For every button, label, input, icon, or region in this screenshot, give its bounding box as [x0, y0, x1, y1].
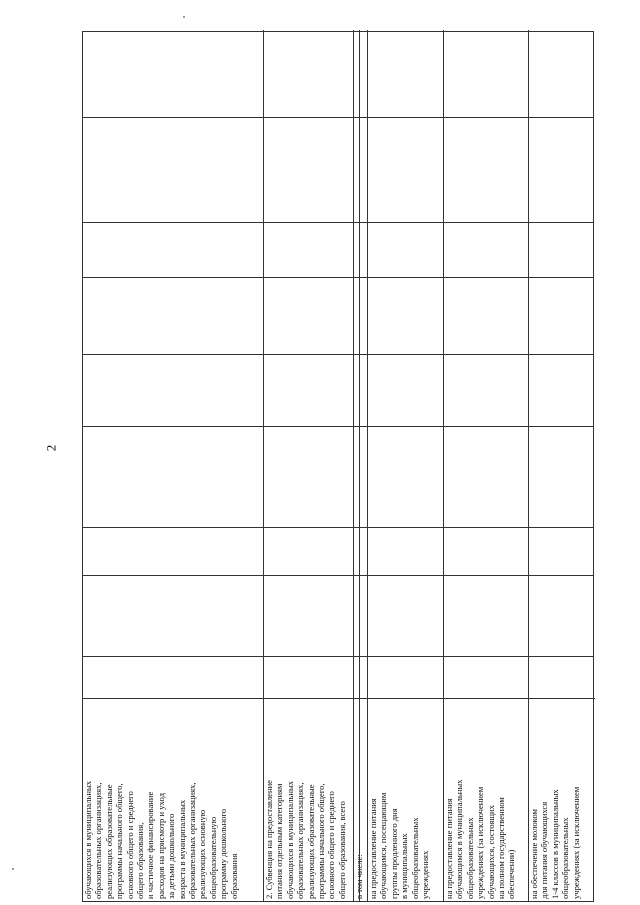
column-divider [83, 656, 593, 657]
scan-mark [183, 16, 185, 18]
column-divider [83, 117, 593, 118]
column-divider [83, 575, 593, 576]
row-label: на предоставление питания обучающимся в муниципальных общеобразовательных учреждениях (за исключением обучающихся, состоящих на полном государственном обеспечении) [444, 698, 528, 901]
table-row [528, 30, 595, 901]
column-divider [83, 426, 593, 427]
column-divider [83, 277, 593, 278]
table-row [263, 30, 353, 901]
scan-mark [12, 868, 14, 870]
table-row [367, 30, 443, 901]
row-label: 2. Субвенция на предоставление питания отдельным категориям обучающихся в муниципальных образовательных организациях, реализующих образовательные программы начального общего, основного общего и среднего общего образования, всего [264, 698, 353, 901]
table-body [82, 31, 594, 902]
column-divider [83, 527, 593, 528]
double-rule [359, 30, 360, 901]
row-label: обучающихся в муниципальных образовательных организациях, реализующих образовательные программы начального общего, основного общего и среднего общего образования, и частичное финансирование расходов на присмотр и уход за детьми дошкольного возраста в муниципальных образовательных организациях, реализующих основную общеобразовательную программу дошкольного образования [83, 698, 263, 901]
row-label: на обеспечение молоком для питания обучающихся 1-4 классов в муниципальных общеобразовательных учреждениях (за исключением [529, 698, 595, 901]
column-divider [83, 222, 593, 223]
page-number: 2 [43, 444, 59, 452]
row-label: в том числе: [354, 698, 367, 901]
table-row [83, 30, 263, 901]
column-divider [83, 354, 593, 355]
row-label: на предоставление питания обучающимся, посещающим группы продленного дня в муниципальных общеобразовательных учреждениях [368, 698, 443, 901]
data-table [82, 31, 594, 902]
table-row [353, 30, 367, 901]
table-row [443, 30, 528, 901]
